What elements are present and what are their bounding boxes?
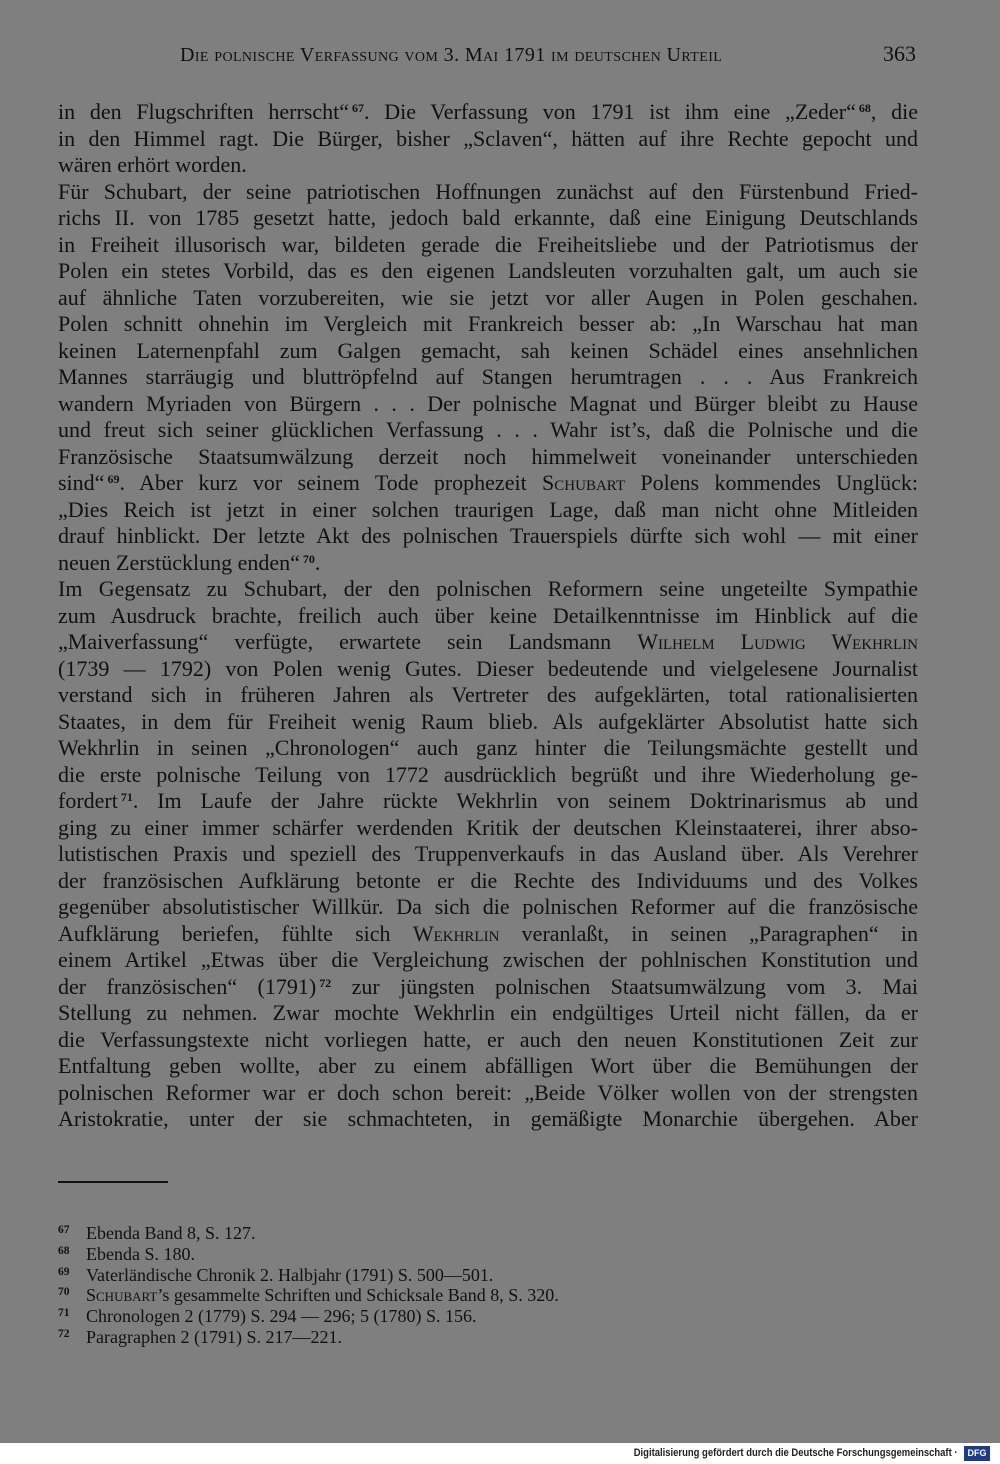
text-run: Ebenda S. 180. [86, 1243, 195, 1264]
body-line [58, 841, 918, 868]
text-run: zum Ausdruck brachte, freilich auch über keine Detailkenntnisse im Hinblick auf die [58, 602, 918, 628]
body-line [58, 656, 918, 683]
footnote-text [86, 1285, 559, 1305]
text-run: die erste polnische Teilung von 1772 ausdrücklich begrüßt und ihre Wiederholung ge- [58, 761, 918, 787]
body-line [58, 947, 918, 974]
body-line [58, 629, 918, 656]
text-run: (1739 — 1792) von Polen wenig Gutes. Dieser bedeutende und vielgelesene Journalist [58, 655, 918, 681]
text-run: Stellung zu nehmen. Zwar mochte Wekhrlin ein endgültiges Urteil nicht fällen, da er [58, 1000, 918, 1025]
body-line [58, 868, 918, 895]
body-line [58, 444, 918, 471]
text-run: fordert [58, 788, 118, 813]
body-line [58, 1053, 918, 1080]
footnote-reference: 69 [107, 472, 120, 486]
footnote-number: 67 [58, 1224, 70, 1236]
body-line [58, 311, 918, 338]
text-run: „Maiverfassung“ verfügte, erwartete sein Landsmann [58, 629, 638, 654]
footnote-number: 68 [58, 1244, 70, 1257]
text-run: Wekhrlin in seinen „Chronologen“ auch ganz hinter die Teilungsmächte gestellt und [58, 735, 918, 760]
body-line [58, 497, 918, 524]
body-line [58, 391, 918, 418]
text-run: gegenüber absolutistischer Willkür. Da sich die polnischen Reformer auf die französische [58, 894, 918, 919]
text-run: ging zu einer immer schärfer werdenden Kritik der deutschen Kleinstaaterei, ihrer abso- [58, 814, 918, 840]
footnote-reference: 70 [302, 551, 315, 566]
small-caps-name: Wilhelm Ludwig Wekhrlin [637, 629, 918, 654]
text-run: Französische Staatsumwälzung derzeit noch himmelweit voneinander unterschieden [58, 443, 918, 469]
text-run: drauf hinblickt. Der letzte Akt des polnischen Trauerspiels dürfte sich wohl — mit einer [58, 523, 918, 548]
running-title: Die polnische Verfassung vom 3. Mai 1791 im deutschen Urteil [180, 44, 723, 66]
body-line [58, 258, 918, 285]
footnote-reference: 67 [351, 101, 364, 115]
body-line [58, 603, 918, 630]
footnote-text [86, 1306, 477, 1326]
paragraph [58, 576, 918, 1133]
text-run: in Freiheit illusorisch war, bildeten gerade die Freiheitsliebe und der Patriotismus der [58, 231, 918, 257]
text-run: wandern Myriaden von Bürgern . . . Der polnische Magnat und Bürger bleibt zu Hause [58, 390, 918, 416]
paragraph [58, 179, 918, 577]
text-run: . Im Laufe der Jahre rückte Wekhrlin von seinem Doktrinarismus ab und [132, 788, 918, 813]
text-run: Aristokratie, unter der sie schmachteten, in gemäßigte Monarchie übergehen. Aber [58, 1106, 918, 1131]
digitization-credit-strip [0, 1443, 1000, 1464]
body-line [58, 285, 918, 312]
body-line [58, 179, 918, 206]
text-run: Vaterländische Chronik 2. Halbjahr (1791) S. 500—501. [86, 1264, 494, 1285]
body-line [58, 894, 918, 921]
body-line [58, 232, 918, 259]
text-run: sind“ [58, 470, 105, 495]
footnote-number: 70 [58, 1286, 70, 1299]
body-line [58, 735, 918, 762]
page-number: 363 [883, 41, 916, 66]
footnote-reference: 72 [319, 975, 332, 990]
body-line [58, 523, 918, 550]
text-run: Paragraphen 2 (1791) S. 217—221. [86, 1326, 342, 1347]
body-line [58, 470, 918, 497]
body-line [58, 364, 918, 391]
footnote-text [86, 1223, 255, 1243]
text-run: Ebenda Band 8, S. 127. [86, 1223, 256, 1243]
body-line [58, 1106, 918, 1133]
footnote-number: 69 [58, 1265, 70, 1278]
footnote [58, 1306, 918, 1327]
text-run: Polens kommendes Unglück: [625, 470, 918, 495]
footnote-number: 72 [58, 1327, 70, 1340]
text-run: der französischen“ (1791) [58, 973, 317, 999]
body-line [58, 417, 918, 444]
footnote [58, 1285, 918, 1306]
text-run: und freut sich seiner glücklichen Verfassung . . . Wahr ist’s, daß die Polnische und die [58, 417, 918, 442]
footnote [58, 1327, 918, 1348]
text-run: die Verfassungstexte nicht vorliegen hatte, er auch den neuen Konstitutionen Zeit zur [58, 1026, 918, 1052]
text-run: Entfaltung geben wollte, aber zu einem abfälligen Wort über die Bemühungen der [58, 1053, 918, 1078]
text-run: neuen Zerstücklung enden“ [58, 549, 300, 575]
digitization-credit-text: Digitalisierung gefördert durch die Deutsche Forschungsgemeinschaft · [634, 1447, 958, 1459]
small-caps-name: Schubart [542, 470, 626, 495]
dfg-logo-icon: DFG [964, 1446, 990, 1461]
footnote-text [86, 1327, 342, 1347]
text-run: Polen ein stetes Vorbild, das es den eigenen Landsleuten vorzuhalten galt, um auch sie [58, 258, 918, 283]
text-run: richs II. von 1785 gesetzt hatte, jedoch bald erkannte, daß eine Einigung Deutschlands [58, 205, 918, 230]
body-line [58, 682, 918, 709]
text-run: Mannes starräugig und bluttröpfelnd auf Stangen herumtragen . . . Aus Frankreich [58, 364, 918, 389]
text-run: Im Gegensatz zu Schubart, der den polnischen Reformern seine ungeteilte Sympathie [58, 576, 918, 601]
body-line [58, 974, 918, 1001]
text-run: in den Flugschriften herrscht“ [58, 99, 349, 124]
text-run: auf ähnliche Taten vorzubereiten, wie sie jetzt vor aller Augen in Polen geschahen. [58, 284, 918, 310]
text-run: ’s gesammelte Schriften und Schicksale Band 8, S. 320. [157, 1285, 559, 1306]
footnote [58, 1223, 918, 1244]
body-line [58, 550, 918, 577]
footnotes [58, 1223, 918, 1348]
text-run: „Dies Reich ist jetzt in einer solchen traurigen Lage, daß man nicht ohne Mitleiden [58, 496, 918, 522]
footnote-text [86, 1244, 195, 1264]
body-line [58, 126, 918, 153]
body-line [58, 205, 918, 232]
body-line [58, 1080, 918, 1107]
footnote-number: 71 [58, 1307, 70, 1320]
text-run: veranlaßt, in seinen „Paragraphen“ in [499, 920, 918, 946]
text-run: Staates, in dem für Freiheit wenig Raum blieb. Als aufgeklärter Absolutist hatte sich [58, 708, 918, 734]
text-run: . Aber kurz vor seinem Tode prophezeit [119, 470, 543, 495]
body-line [58, 709, 918, 736]
text-run: wären erhört worden. [58, 152, 247, 177]
small-caps-name: Schubart [86, 1285, 158, 1306]
text-run: . Die Verfassung von 1791 ist ihm eine „Zeder“ [363, 99, 856, 124]
text-run: polnischen Reformer war er doch schon bereit: „Beide Völker wollen von der strengsten [58, 1079, 918, 1105]
text-run: Polen schnitt ohnehin im Vergleich mit Frankreich besser ab: „In Warschau hat man [58, 311, 918, 336]
body-line [58, 921, 918, 948]
text-run: der französischen Aufklärung betonte er die Rechte des Individuums und des Volkes [58, 867, 918, 893]
text-run: . [314, 549, 321, 575]
text-run: in den Himmel ragt. Die Bürger, bisher „Sclaven“, hätten auf ihre Rechte gepocht und [58, 125, 918, 151]
body-line [58, 1027, 918, 1054]
footnote [58, 1244, 918, 1265]
footnote-separator-rule [58, 1181, 168, 1183]
text-run: lutistischen Praxis und speziell des Truppenverkaufs in das Ausland über. Als Verehrer [58, 841, 918, 866]
body-line [58, 788, 918, 815]
small-caps-name: Wekhrlin [412, 920, 500, 946]
footnote [58, 1265, 918, 1286]
text-run: Aufklärung beriefen, fühlte sich [58, 920, 413, 946]
text-run: zur jüngsten polnischen Staatsumwälzung vom 3. Mai [331, 973, 918, 999]
text-run: verstand sich in früheren Jahren als Vertreter des aufgeklärten, total rationalisierten [58, 682, 918, 707]
body-text [58, 99, 918, 1133]
text-run: Chronologen 2 (1779) S. 294 — 296; 5 (1780) S. 156. [86, 1306, 477, 1327]
body-line [58, 576, 918, 603]
body-line [58, 1000, 918, 1027]
text-run: keinen Laternenpfahl zum Galgen gemacht, sah keinen Schädel eines ansehnlichen [58, 337, 918, 363]
footnote-reference: 71 [120, 790, 133, 804]
paragraph [58, 99, 918, 179]
body-line [58, 815, 918, 842]
footnote-reference: 68 [858, 101, 871, 115]
body-line [58, 338, 918, 365]
body-line [58, 762, 918, 789]
footnote-text [86, 1265, 493, 1285]
text-run: Für Schubart, der seine patriotischen Hoffnungen zunächst auf den Fürstenbund Fried- [58, 178, 918, 204]
body-line [58, 99, 918, 126]
text-run: einem Artikel „Etwas über die Vergleichung zwischen der pohlnischen Konstitution und [58, 947, 918, 972]
body-line [58, 152, 918, 179]
text-run: , die [870, 99, 918, 124]
